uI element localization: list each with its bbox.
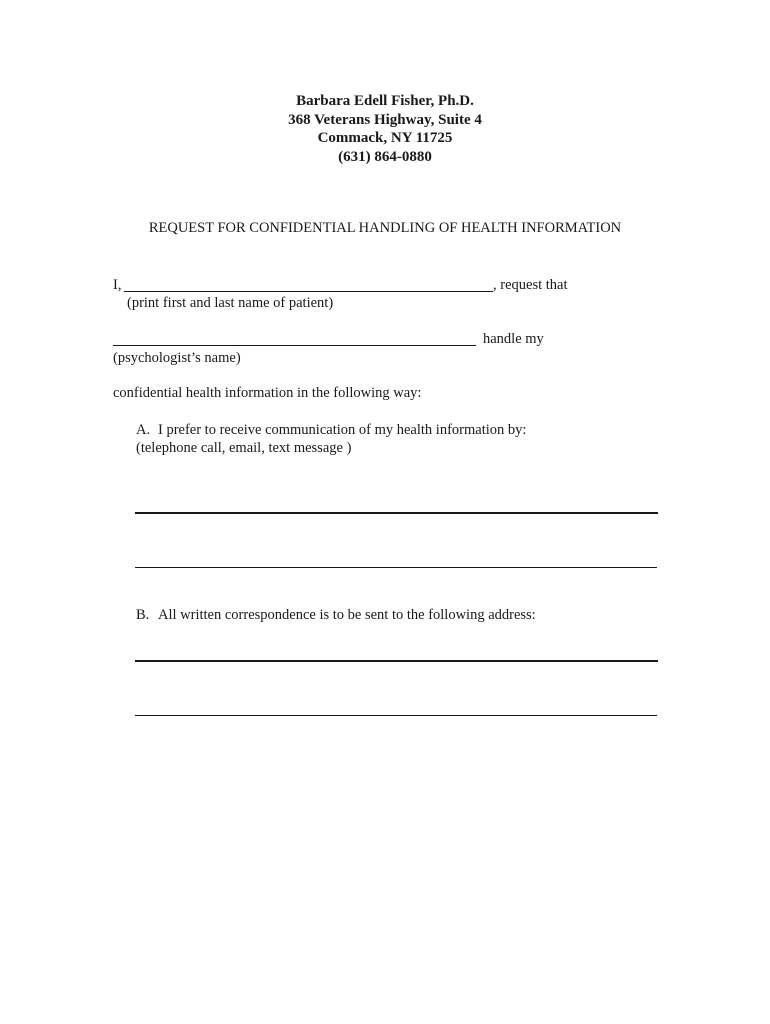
section-b-text: All written correspondence is to be sent to the following address:: [158, 607, 536, 623]
patient-prefix: I,: [113, 277, 122, 293]
section-a-options: (telephone call, email, text message ): [136, 440, 352, 456]
section-a-label: A.: [136, 422, 151, 438]
practice-header: [0, 92, 770, 166]
form-title: REQUEST FOR CONFIDENTIAL HANDLING OF HEALTH INFORMATION: [148, 220, 622, 236]
psychologist-name-caption: (psychologist’s name): [113, 350, 241, 366]
practice-phone: (631) 864-0880: [338, 148, 432, 165]
practice-street: 368 Veterans Highway, Suite 4: [288, 111, 482, 128]
section-a-answer-line-2[interactable]: [135, 567, 657, 568]
section-b-answer-line-2[interactable]: [135, 715, 657, 716]
practice-name: Barbara Edell Fisher, Ph.D.: [296, 93, 474, 109]
practice-city: Commack, NY 11725: [317, 130, 453, 146]
patient-name-caption: (print first and last name of patient): [127, 295, 334, 311]
section-b-label: B.: [136, 607, 150, 623]
section-a-text: I prefer to receive communication of my health information by:: [158, 422, 527, 438]
psychologist-name-field[interactable]: [113, 345, 476, 346]
intro-text: confidential health information in the following way:: [113, 385, 422, 401]
psychologist-suffix: handle my: [483, 331, 544, 347]
patient-suffix: , request that: [493, 277, 568, 293]
section-b-answer-line-1[interactable]: [135, 660, 658, 662]
section-a-answer-line-1[interactable]: [135, 512, 658, 514]
patient-name-field[interactable]: [124, 291, 493, 292]
